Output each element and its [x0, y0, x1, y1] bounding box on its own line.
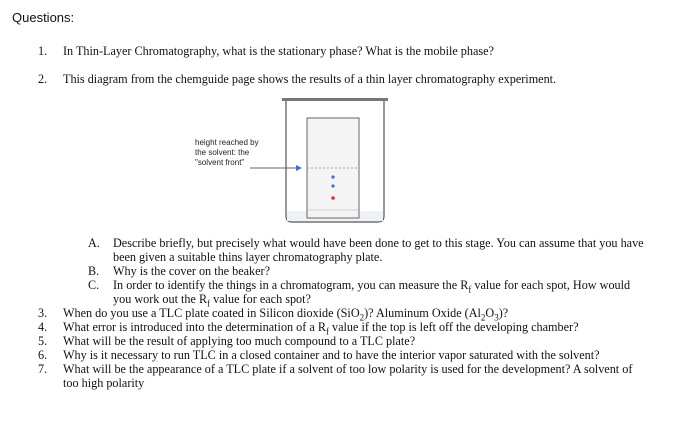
- beaker-cover: [282, 98, 388, 101]
- question-text: too high polarity: [63, 376, 145, 390]
- sub-text: Why is the cover on the beaker?: [113, 264, 271, 278]
- tlc-spot: [331, 196, 335, 200]
- label-line-3: "solvent front": [195, 158, 245, 167]
- diagram-label: [195, 138, 259, 167]
- sub-question-a-line2: [113, 250, 382, 264]
- question-number: 3.: [38, 306, 48, 320]
- question-7-line2: [63, 376, 144, 390]
- question-text: What will be the appearance of a TLC plate if a solvent of too low polarity is used for the development? A solvent of: [63, 362, 633, 376]
- sub-letter: A.: [88, 236, 100, 250]
- question-text: What error is introduced into the determination of a $R_f$ value if the top is left off the developing chamber?: [63, 320, 579, 337]
- sub-letter: C.: [88, 278, 100, 292]
- question-number: 5.: [38, 334, 48, 348]
- sub-text: been given a suitable thins layer chromatography plate.: [113, 250, 383, 264]
- question-number: 7.: [38, 362, 48, 376]
- tlc-diagram: [190, 98, 390, 228]
- label-line-1: height reached by: [195, 138, 259, 147]
- page-heading: Questions:: [12, 10, 75, 25]
- question-text: Why is it necessary to run TLC in a closed container and to have the interior vapor saturated with the solvent?: [63, 348, 600, 362]
- sub-text: you work out the $R_f$ value for each spot?: [113, 292, 311, 309]
- question-text: When do you use a TLC plate coated in Silicon dioxide (SiO$_2$)? Aluminum Oxide $(Al_2O_3)$?: [63, 306, 509, 323]
- question-text: In Thin-Layer Chromatography, what is the stationary phase? What is the mobile phase?: [63, 44, 494, 58]
- question-number: 6.: [38, 348, 48, 362]
- arrow-head-icon: [296, 165, 302, 171]
- question-number: 4.: [38, 320, 48, 334]
- question-number: 2.: [38, 72, 48, 86]
- label-line-2: the solvent: the: [195, 148, 250, 157]
- tlc-spot: [331, 175, 334, 178]
- sub-text: In order to identify the things in a chromatogram, you can measure the $R_f$ value for each spot, How would: [113, 278, 631, 295]
- sub-letter: B.: [88, 264, 100, 278]
- sub-text: Describe briefly, but precisely what would have been done to get to this stage. You can assume that you have: [113, 236, 644, 250]
- tlc-spot: [331, 184, 334, 187]
- question-number: 1.: [38, 44, 48, 58]
- question-text: What will be the result of applying too much compound to a TLC plate?: [63, 334, 416, 348]
- question-text: This diagram from the chemguide page shows the results of a thin layer chromatography experiment.: [63, 72, 557, 86]
